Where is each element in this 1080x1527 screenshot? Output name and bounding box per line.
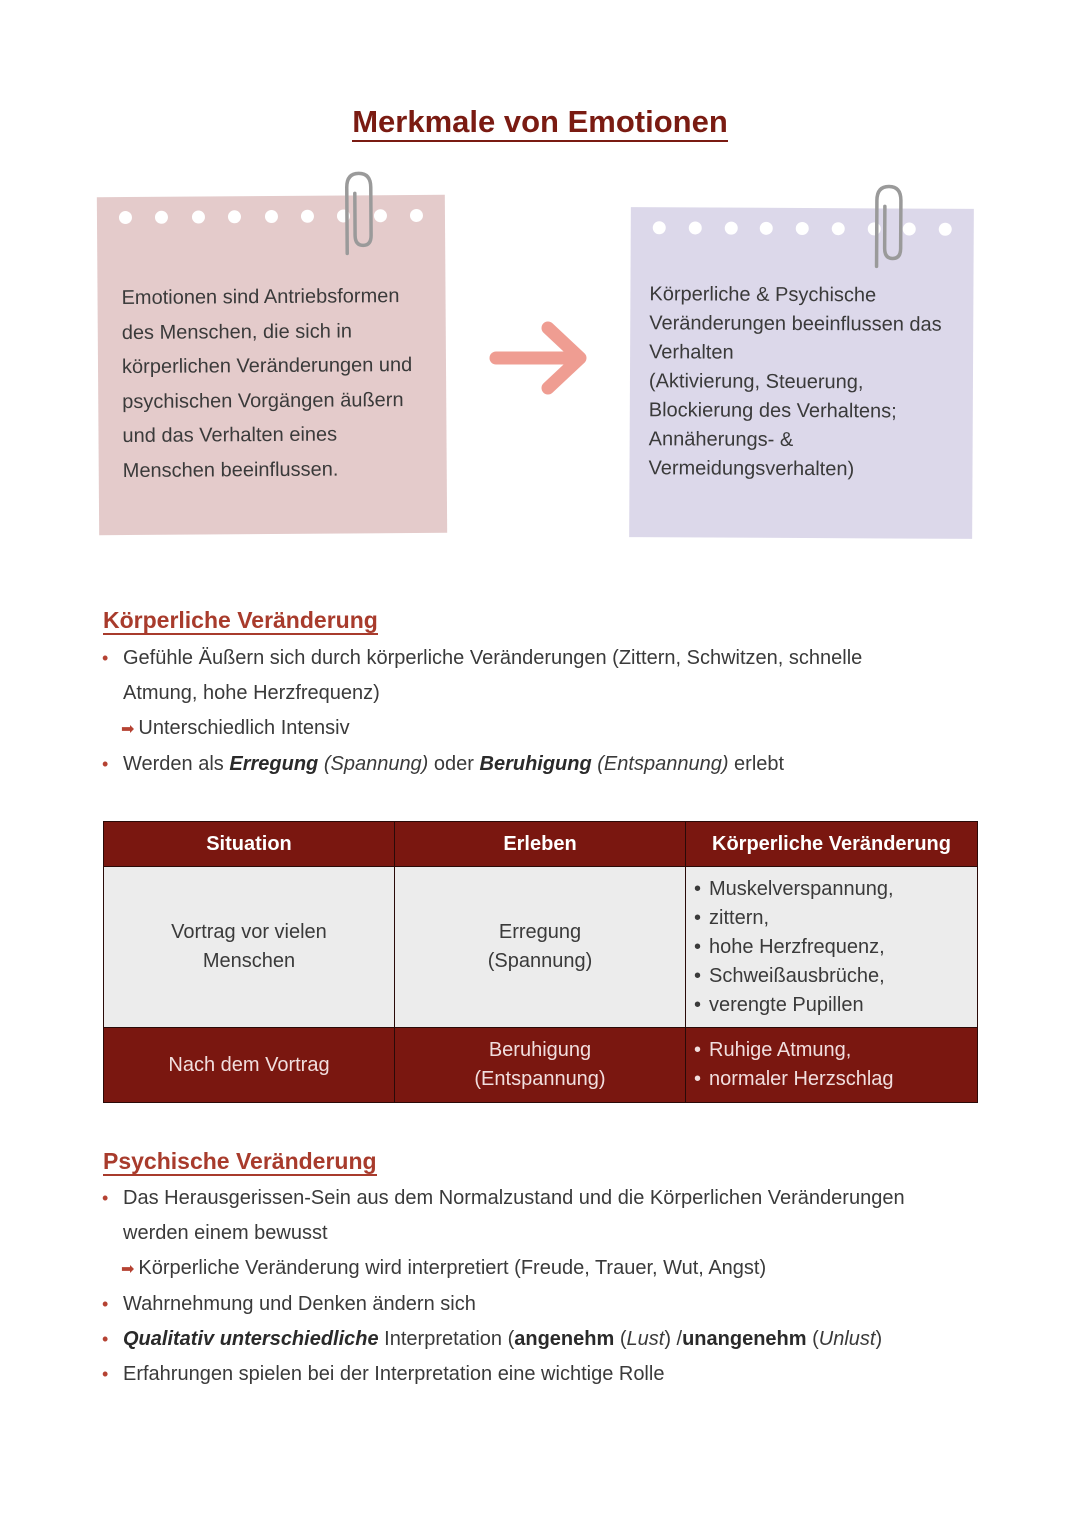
cell-erleben: Erregung (Spannung) xyxy=(395,867,686,1028)
list-item: • Ruhige Atmung, xyxy=(694,1036,977,1065)
section-heading-physical: Körperliche Veränderung xyxy=(103,607,378,633)
bullet-dot: • xyxy=(102,754,109,774)
cell-changes xyxy=(686,867,978,1028)
list-item: • Erfahrungen spielen bei der Interpretation eine wichtige Rolle xyxy=(102,1357,982,1392)
bullet-dot: • xyxy=(102,1329,109,1349)
list-item: • zittern, xyxy=(694,904,977,933)
table-row xyxy=(104,867,978,1028)
list-item: ➡ Unterschiedlich Intensiv xyxy=(121,717,350,739)
cell-situation: Nach dem Vortrag xyxy=(104,1028,395,1103)
table-row xyxy=(104,1028,978,1103)
effects-note xyxy=(629,207,974,539)
list-item: • hohe Herzfrequenz, xyxy=(694,933,977,962)
bullet-dot: • xyxy=(102,1364,109,1384)
header-erleben: Erleben xyxy=(395,822,686,867)
list-item: • verengte Pupillen xyxy=(694,991,977,1020)
cell-changes xyxy=(686,1028,978,1103)
physical-bullet-list xyxy=(102,641,982,782)
right-arrow-icon xyxy=(488,318,592,398)
bullet-dot: • xyxy=(102,648,109,668)
list-item: • Das Herausgerissen-Sein aus dem Normalzustand und die Körperlichen Veränderungen werden einem bewusst xyxy=(102,1181,982,1251)
page-title: Merkmale von Emotionen xyxy=(0,104,1080,140)
effects-text: Körperliche & Psychische Veränderungen beeinflussen das Verhalten (Aktivierung, Steuerung, Blockierung des Verhaltens; Annäherungs- & Vermeidungsverhalten) xyxy=(648,283,942,481)
list-item: ➡ Körperliche Veränderung wird interpretiert (Freude, Trauer, Wut, Angst) xyxy=(121,1257,767,1279)
paperclip-icon xyxy=(863,178,912,274)
header-changes: Körperliche Veränderung xyxy=(686,822,978,867)
cell-erleben: Beruhigung (Entspannung) xyxy=(395,1028,686,1103)
definition-text: Emotionen sind Antriebsformen des Menschen, die sich in körperlichen Veränderungen und psychischen Vorgängen äußern und das Verhalten eines Menschen beeinflussen. xyxy=(121,285,413,482)
table-header-row xyxy=(104,822,978,867)
sub-arrow-icon: ➡ xyxy=(121,1261,135,1278)
cell-situation: Vortrag vor vielen Menschen xyxy=(104,867,395,1028)
list-item: • Werden als Erregung (Spannung) oder Beruhigung (Entspannung) erlebt xyxy=(102,747,982,782)
emotion-table xyxy=(103,821,978,1103)
bullet-dot: • xyxy=(102,1294,109,1314)
psychic-bullet-list xyxy=(102,1181,982,1392)
section-heading-psychic: Psychische Veränderung xyxy=(103,1148,377,1174)
definition-note xyxy=(97,195,447,535)
bullet-dot: • xyxy=(102,1188,109,1208)
list-item: • Wahrnehmung und Denken ändern sich xyxy=(102,1287,982,1322)
list-item: • Gefühle Äußern sich durch körperliche Veränderungen (Zittern, Schwitzen, schnelle Atmung, hohe Herzfrequenz) xyxy=(102,641,982,711)
list-item: • Schweißausbrüche, xyxy=(694,962,977,991)
list-item: • normaler Herzschlag xyxy=(694,1065,977,1094)
list-item: • Muskelverspannung, xyxy=(694,875,977,904)
list-item: • Qualitativ unterschiedliche Interpretation (angenehm (Lust) /unangenehm (Unlust) xyxy=(102,1322,982,1357)
paperclip-icon xyxy=(333,165,382,261)
header-situation: Situation xyxy=(104,822,395,867)
sub-arrow-icon: ➡ xyxy=(121,721,135,738)
